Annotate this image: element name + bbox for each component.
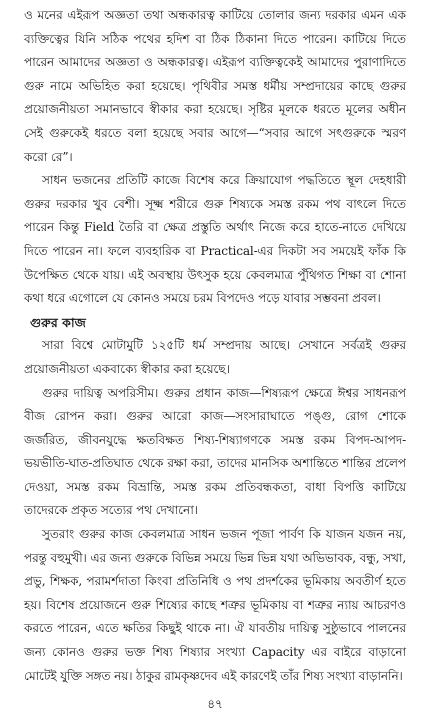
body-paragraph: ও মনের এইরূপ অজ্ঞতা তথা অন্ধকারত্ব কাটিয়ে তোলার জন্য দরকার এমন এক ব্যক্তিত্বের যিনি সঠিক পথের হদিশ বা ঠিক ঠিকানা দিতে পারেন। কাটিয়ে দিতে পারেন আমাদের অজ্ঞতা ও অন্ধকারত্ব। এইরূপ ব্যক্তিত্বকেই আমাদের পুরাণাদিতে গুরু নামে অভিহিত করা হয়েছে। পৃথিবীর সমস্ত ধর্মীয় সম্প্রদায়ের কাছে গুরুর প্রয়োজনীয়তা সমানভাবে স্বীকার করা হয়েছে। সৃষ্টির মূলকে ধরতে মূলের অধীন সেই গুরুকেই ধরতে বলা হয়েছে সবার আগে—“সবার আগে সৎগুরুকে স্মরণ করো রে”। xyxy=(24,8,406,164)
body-paragraph: সুতরাং গুরুর কাজ কেবলমাত্র সাধন ভজন পূজা পার্বণ কি যাজন যজন নয়, পরন্তু বহুমুখী। এর জন্য গুরুকে বিভিন্ন সময়ে ভিন্ন ভিন্ন যথা অভিভাবক, বন্ধু, সখা, প্রভু, শিক্ষক, পরামর্শদাতা কিংবা প্রতিনিধি ও পথ প্রদর্শকের ভূমিকায় অবতীর্ণ হতে হয়। বিশেষ প্রয়োজনে গুরু শিষ্যের কাছে শত্রুর ভূমিকায় বা শত্রুর ন্যায় আচরণও করতে পারেন, এতে ক্ষতির কিছুই থাকে না। ঐ যাবতীয় দায়িত্ব সুষ্ঠুভাবে পালনের জন্য কোনও গুরুর ভক্ত শিষ্য শিষ্যার সংখ্যা Capacity এর বাইরে বাড়ানো মোটেই যুক্তি সঙ্গত নয়। ঠাকুর রামকৃষ্ণদেব এই কারণেই তাঁর শিষ্য সংখ্যা বাড়াননি। xyxy=(24,527,406,683)
body-paragraph: সারা বিশ্বে মোটামুটি ১২৫টি ধর্ম সম্প্রদায় আছে। সেখানে সর্বত্রই গুরুর প্রয়োজনীয়তা একবাক্যে স্বীকার করা হয়েছে। xyxy=(24,338,406,376)
page-number: ৪৭ xyxy=(207,697,223,711)
section-heading: গুরুর কাজ xyxy=(30,314,86,330)
body-paragraph: সাধন ভজনের প্রতিটি কাজে বিশেষ করে ক্রিয়াযোগ পদ্ধতিতে স্থূল দেহধারী গুরুর দরকার খুব বেশী। সূক্ষ্ম শরীরে গুরু শিষ্যকে সমস্ত রকম পথ বাৎলে দিতে পারেন কিন্তু Field তৈরি বা ক্ষেত্র প্রস্তুতি অর্থাৎ নিজে করে হাতে-নাতে দেখিয়ে দিতে পারেন না। ফলে ব্যবহারিক বা Practical-এর দিকটা সব সময়েই ফাঁক কি উপেক্ষিত থেকে যায়। এই অবস্থায় উৎসুক হয়ে কেবলমাত্র পুঁথিগত শিক্ষা বা শোনা কথা ধরে এগোলে যে কোনও সময়ে চরম বিপদেও পড়ে যাবার সম্ভবনা প্রবল। xyxy=(24,173,406,306)
body-paragraph: গুরুর দায়িত্ব অপরিসীম। গুরুর প্রধান কাজ—শিষ্যরূপ ক্ষেত্রে ঈশ্বর সাধনরূপ বীজ রোপন করা। গুরুর আরো কাজ—সংসারাঘাতে পঙ্গু, রোগ শোকে জর্জরিত, জীবনযুদ্ধে ক্ষতবিক্ষত শিষ্য-শিষ্যাগণকে সমস্ত রকম বিপদ-আপদ-ভয়ভীতি-ঘাত-প্রতিঘাত থেকে রক্ষা করা, তাদের মানসিক অশান্তিতে শান্তির প্রলেপ দেওয়া, সমস্ত রকম বিভ্রান্তি, সমস্ত রকম প্রতিবন্ধকতা, বাধা বিপত্তি কাটিয়ে তাদেরকে প্রকৃত সত্যের পথ দেখানো। xyxy=(24,385,406,518)
